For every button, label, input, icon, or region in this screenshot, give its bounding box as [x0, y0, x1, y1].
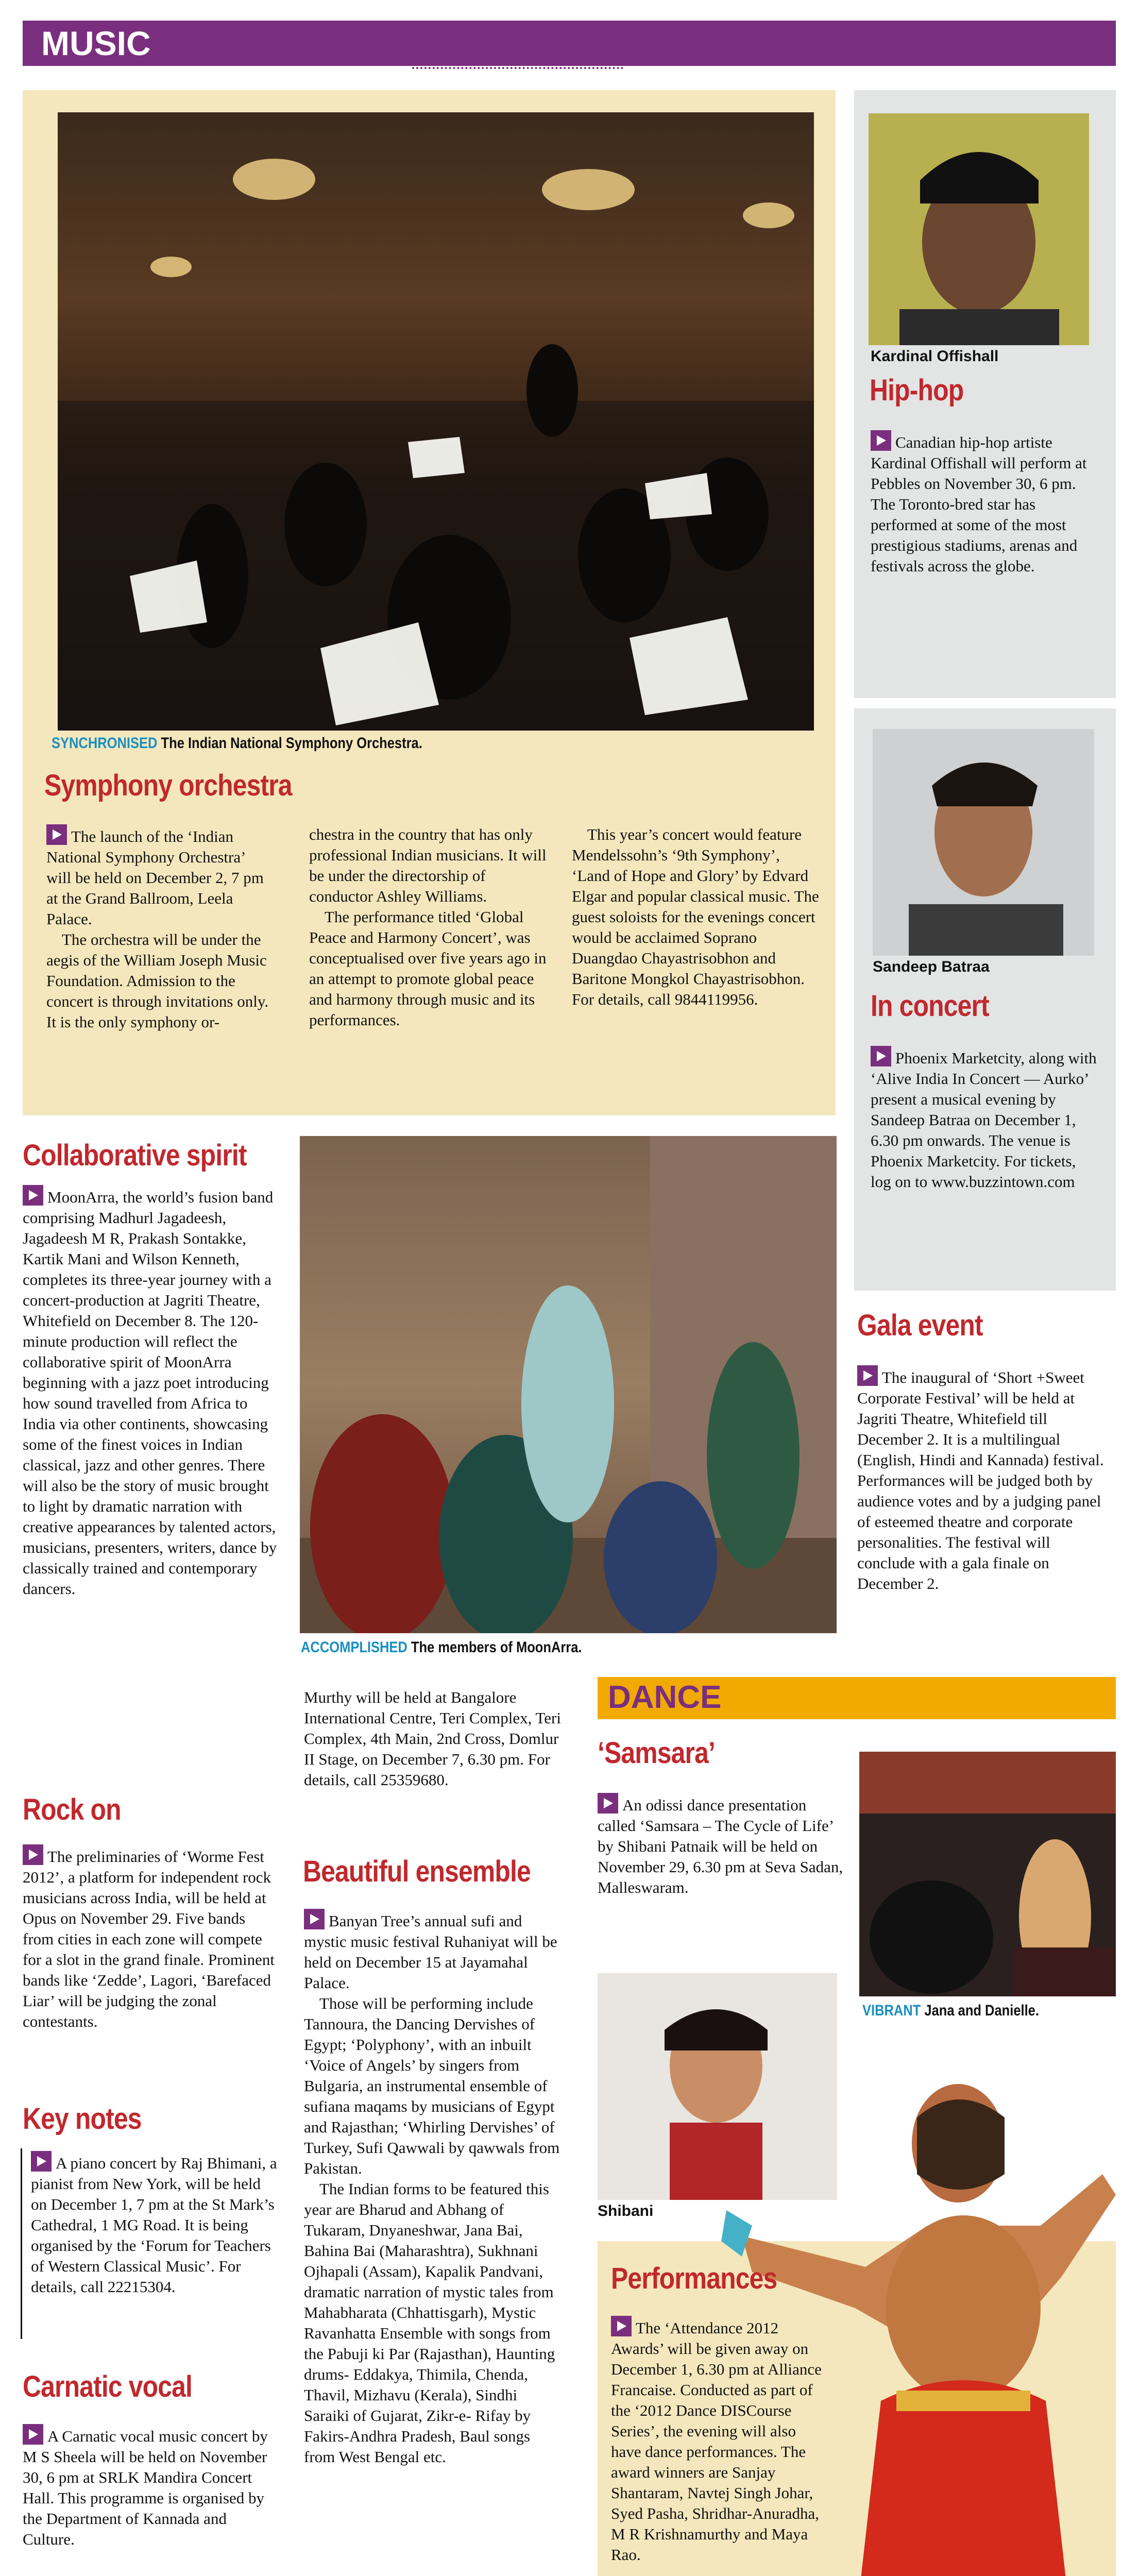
shibani-name: Shibani [598, 2202, 654, 2219]
sandeep-photo [873, 729, 1094, 956]
arrow-icon [31, 2151, 52, 2172]
arrow-icon [46, 824, 67, 845]
symphony-col3 [572, 824, 819, 1010]
sandeep-name: Sandeep Batraa [873, 958, 990, 975]
orchestra-caption [52, 734, 422, 753]
hiphop-body [871, 430, 1097, 577]
dotted-rule [412, 67, 623, 69]
dancers-photo [859, 1752, 1116, 1996]
arrow-icon [871, 1046, 891, 1066]
symphony-p4: The performance titled ‘Global Peace and Harmony Concert’, was conceptualised over five years ago in an attempt to promote global peace and harmony through music and its performances. [309, 908, 547, 1029]
arrow-icon [598, 1793, 618, 1814]
performances-body [611, 2316, 827, 2565]
moonarra-caption [301, 1638, 582, 1657]
performances-text: The ‘Attendance 2012 Awards’ will be given away on December 1, 6.30 pm at Alliance Francaise. Conducted as part of the ‘2012 Dance DISCourse Series’, the evening will also have dance performances. The award winners are Sanjay Shantaram, Navtej Singh Johar, Syed Pasha, Shridhar-Anuradha, M R Krishnamurthy and Maya Rao. [611, 2319, 822, 2564]
arrow-icon [857, 1365, 878, 1386]
ensemble-p1: Banyan Tree’s annual sufi and mystic music festival Ruhaniyat will be held on December 15 at Jayamahal Palace. [304, 1912, 557, 1992]
collab-text: MoonArra, the world’s fusion band comprising Madhurl Jagadeesh, Jagadeesh M R, Prakash Sontakke, Kartik Mani and Wilson Kenneth, completes its three-year journey with a concert-production at Jagriti Theatre, Whitefield on December 8. The 120-minute production will reflect the collaborative spirit of MoonArra beginning with a jazz poet introducing how sound travelled from Africa to India via other continents, showcasing some of the finest voices in Indian classical, jazz and other genres. There will also be the story of music brought to light by dramatic narration with creative appearances by talented actors, musicians, presenters, writers, dance by classically trained and contemporary dancers. [23, 1188, 277, 1598]
arrow-icon [23, 1844, 43, 1865]
collab-body [23, 1185, 280, 1599]
caption-text: The members of MoonArra. [411, 1639, 582, 1656]
concert-heading: In concert [871, 989, 989, 1023]
orchestra-scene [58, 112, 814, 731]
rock-body [23, 1844, 280, 2032]
carnatic-text: A Carnatic vocal music concert by M S Sheela will be held on November 30, 6 pm at SRLK Mandira Concert Hall. This programme is organised by the Department of Kannada and Culture. [23, 2427, 268, 2548]
performances-heading: Performances [611, 2262, 777, 2295]
arrow-icon [304, 1909, 325, 1929]
moonarra-photo [300, 1136, 837, 1633]
gala-heading: Gala event [857, 1309, 983, 1342]
gala-body [857, 1365, 1104, 1594]
symphony-p3: chestra in the country that has only professional Indian musicians. It will be under the directorship of conductor Ashley Williams. [309, 825, 547, 905]
vibrant-caption [862, 2002, 1039, 2020]
arrow-icon [611, 2316, 632, 2336]
symphony-heading: Symphony orchestra [44, 769, 292, 802]
carnatic-body [23, 2424, 280, 2550]
samsara-text: An odissi dance presentation called ‘Samsara – The Cycle of Life’ by Shibani Patnaik will be held on November 29, 6.30 pm at Seva Sadan, Malleswaram. [598, 1796, 843, 1896]
concert-body [871, 1046, 1097, 1192]
arrow-icon [23, 1185, 43, 1206]
caption-keyword: ACCOMPLISHED [301, 1639, 407, 1656]
arrow-icon [23, 2424, 43, 2445]
symphony-col2 [309, 824, 551, 1030]
orchestra-photo [58, 112, 814, 731]
samsara-body [598, 1793, 845, 1898]
music-section-title: MUSIC [41, 24, 151, 62]
dance-section-bar [598, 1677, 1116, 1719]
caption-keyword: VIBRANT [862, 2002, 921, 2019]
rock-heading: Rock on [23, 1793, 121, 1826]
symphony-p2: The orchestra will be under the aegis of the William Joseph Music Foundation. Admission to the concert is through invitations only. It is the only symphony or- [46, 930, 269, 1031]
ensemble-p2: Those will be performing include Tannoura, the Dancing Dervishes of Egypt; ‘Polyphony’, with an inbuilt ‘Voice of Angels’ by singers from Bulgaria, an instrumental ensemble of sufiana maqams by musicians of Egypt and Rajasthan; ‘Whirling Dervishes’ of Turkey, Sufi Qawwali by qawwals from Pakistan. [304, 1994, 560, 2177]
caption-keyword: SYNCHRONISED [52, 735, 158, 752]
hiphop-heading: Hip-hop [870, 374, 964, 407]
caption-text: Jana and Danielle. [924, 2002, 1039, 2019]
keynotes-text: A piano concert by Raj Bhimani, a pianist from New York, will be held on December 1, 7 pm at the St Mark’s Cathedral, 1 MG Road. It is being organised by the ‘Forum for Teachers of Western Classical Music’. For details, call 22215304. [31, 2154, 277, 2296]
symphony-p1: The launch of the ‘Indian National Symphony Orchestra’ will be held on December 2, 7 pm at the Grand Ballroom, Leela Palace. [46, 827, 264, 928]
murthy-text: Murthy will be held at Bangalore International Centre, Teri Complex, Teri Complex, 4th Main, 2nd Cross, Domlur II Stage, on December 7, 6.30 pm. For details, call 25359680. [304, 1688, 561, 1789]
caption-text: The Indian National Symphony Orchestra. [161, 735, 422, 752]
symphony-p5: This year’s concert would feature Mendelssohn’s ‘9th Symphony’, ‘Land of Hope and Glory’ by Edvard Elgar and popular classical music. The guest soloists for the evenings concert would be acclaimed Soprano Duangdao Chayastrisobhon and Baritone Mongkol Chayastrisobhon. For details, call 9844119956. [572, 825, 819, 1008]
keynotes-rule [21, 2148, 22, 2339]
kardinal-photo [869, 113, 1089, 345]
murthy-body [304, 1687, 562, 1790]
carnatic-heading: Carnatic vocal [23, 2370, 192, 2403]
samsara-heading: ‘Samsara’ [598, 1736, 715, 1770]
kardinal-name: Kardinal Offishall [871, 348, 999, 365]
symphony-col1 [46, 824, 273, 1032]
hiphop-text: Canadian hip-hop artiste Kardinal Offishall will perform at Pebbles on November 30, 6 pm. The Toronto-bred star has performed at some of the most prestigious stadiums, arenas and festivals across the globe. [871, 433, 1087, 575]
collab-heading: Collaborative spirit [23, 1139, 247, 1172]
concert-text: Phoenix Marketcity, along with ‘Alive India In Concert — Aurko’ present a musical evening by Sandeep Batraa on December 1, 6.30 pm onwards. The venue is Phoenix Marketcity. For tickets, log on to www.buzzintown.com [871, 1049, 1097, 1191]
keynotes-body [31, 2151, 278, 2297]
music-section-bar [23, 21, 1116, 66]
dance-section-title: DANCE [608, 1680, 722, 1715]
rock-text: The preliminaries of ‘Worme Fest 2012’, a platform for independent rock musicians across India, will be held at Opus on November 29. Five bands from cities in each zone will compete for a slot in the grand finale. Prominent bands like ‘Zedde’, Lagori, ‘Barefaced Liar’ will be judging the zonal contestants. [23, 1848, 275, 2030]
gala-text: The inaugural of ‘Short +Sweet Corporate Festival’ will be held at Jagriti Theatre, Whitefield till December 2. It is a multilingual (English, Hindi and Kannada) festival. Performances will be judged both by audience votes and by a judging panel of esteemed theatre and corporate personalities. The festival will conclude with a gala finale on December 2. [857, 1368, 1104, 1592]
arrow-icon [871, 430, 891, 451]
ensemble-body [304, 1909, 562, 2467]
keynotes-heading: Key notes [23, 2102, 142, 2136]
ensemble-heading: Beautiful ensemble [303, 1855, 531, 1888]
ensemble-p3: The Indian forms to be featured this year are Bharud and Abhang of Tukaram, Dnyaneshwar, Jana Bai, Bahina Bai (Maharashtra), Sukhnani Ojhapali (Assam), Kapalik Pandvani, dramatic narration of mystic tales from Mahabharata (Chhattisgarh), Mystic Ravanhatta Ensemble with songs from the Pabuji ki Par (Rajasthan), Haunting drums- Eddakya, Thimila, Chenda, Thavil, Mizhavu (Kerala), Sindhi Saraiki of Gujarat, Zikr-e- Rifay by Fakirs-Andhra Pradesh, Baul songs from West Bengal etc. [304, 2180, 555, 2466]
